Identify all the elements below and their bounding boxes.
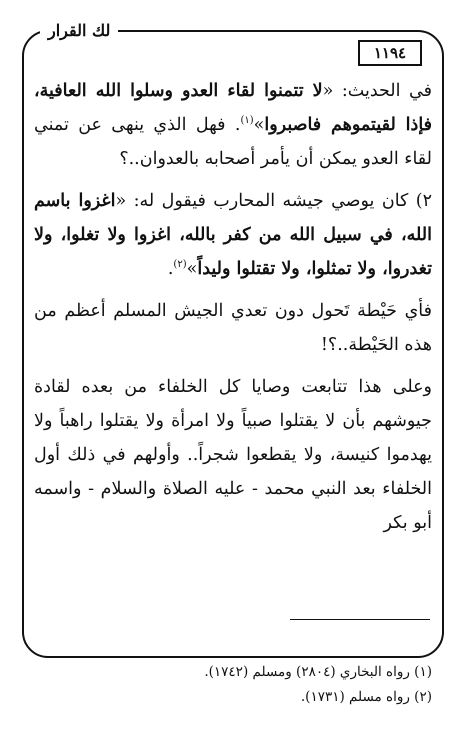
footnote-2: (٢) رواه مسلم (١٧٣١).: [300, 689, 432, 705]
hadith-quote: لا تتمنوا لقاء العدو وسلوا الله العافية، فإذا لقيتموهم فاصبروا: [34, 81, 433, 135]
text-segment: في الحديث: «: [322, 81, 432, 101]
hadith-quote: اغزوا باسم الله، في سبيل الله من كفر بالله، اغزوا ولا تغلوا، ولا تغدروا، ولا تمثلوا، ولا تقتلوا وليداً: [34, 191, 432, 279]
page-number: ١١٩٤: [358, 40, 422, 66]
footnote-1: (١) رواه البخاري (٢٨٠٤) ومسلم (١٧٤٢).: [204, 664, 432, 680]
paragraph-4: [34, 370, 432, 540]
text-segment: »: [253, 115, 265, 135]
main-text: [34, 74, 432, 540]
paragraph-3: [34, 294, 432, 362]
text-segment: .: [167, 259, 174, 279]
paragraph-1: [34, 74, 432, 176]
footnote-divider: [290, 619, 430, 620]
text-segment: فأي حَيْطة تَحول دون تعدي الجيش المسلم أعظم من هذه الحَيْطة..؟!: [34, 301, 432, 355]
footnote-ref: (١): [240, 115, 254, 127]
text-segment: . فهل الذي ينهى عن تمني لقاء العدو يمكن أن يأمر أصحابه بالعدوان..؟: [34, 115, 432, 169]
paragraph-2: [34, 184, 432, 286]
text-segment: »: [186, 259, 198, 279]
footnotes: [34, 660, 432, 710]
text-segment: وعلى هذا تتابعت وصايا كل الخلفاء من بعده لقادة جيوشهم بأن لا يقتلوا صبياً ولا امرأة ولا يقتلوا راهباً ولا يهدموا كنيسة، ولا يقطعوا شجراً.. وأولهم في ذلك أول الخلفاء بعد النبي محمد - عليه الصلاة والسلام - واسمه أبو بكر: [34, 377, 432, 533]
running-header-title: لك القرار: [40, 22, 118, 40]
footnote-ref: (٢): [173, 259, 187, 271]
text-segment: ٢) كان يوصي جيشه المحارب فيقول له: «: [115, 191, 433, 211]
